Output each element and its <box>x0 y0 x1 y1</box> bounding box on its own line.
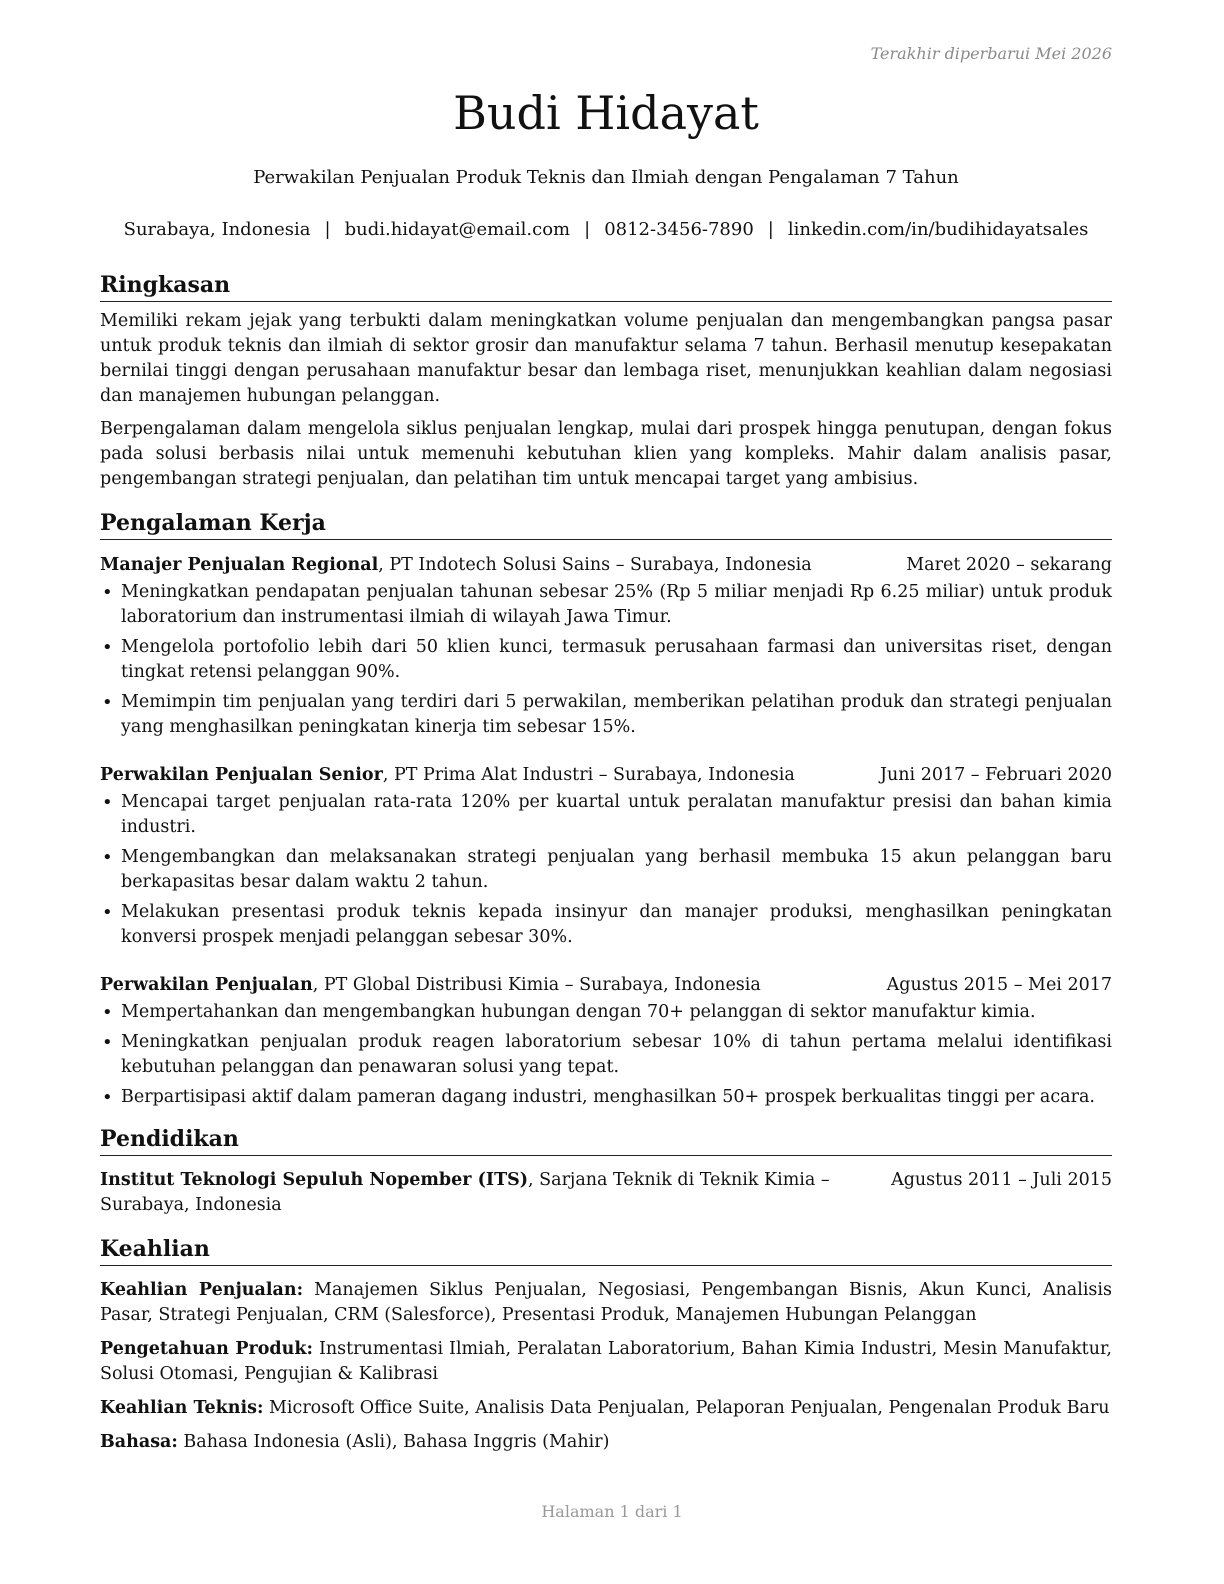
skill-value: Microsoft Office Suite, Analisis Data Penjualan, Pelaporan Penjualan, Pengenalan Produk Baru <box>263 1398 1110 1418</box>
skill-row <box>100 1430 1112 1455</box>
contact-email: budi.hidayat@email.com <box>344 219 571 240</box>
job-bullet: • Melakukan presentasi produk teknis kepada insinyur dan manajer produksi, menghasilkan peningkatan konversi prospek menjadi pelanggan sebesar 30%. <box>100 900 1112 950</box>
summary-paragraph: Berpengalaman dalam mengelola siklus penjualan lengkap, mulai dari prospek hingga penutupan, dengan fokus pada solusi berbasis nilai untuk memenuhi kebutuhan klien yang kompleks. Mahir dalam analisis pasar, pengembangan strategi penjualan, dan pelatihan tim untuk mencapai target yang ambisius. <box>100 419 1112 489</box>
job-entry <box>100 762 1112 950</box>
contact-linkedin: linkedin.com/in/budihidayatsales <box>787 219 1089 240</box>
job-bullet: • Mempertahankan dan mengembangkan hubungan dengan 70+ pelanggan di sektor manufaktur kimia. <box>100 1000 1112 1025</box>
summary-section <box>100 270 1112 492</box>
last-updated: Terakhir diperbarui Mei 2026 <box>870 44 1112 63</box>
job-bullets <box>100 790 1112 950</box>
section-title-skills: Keahlian <box>100 1234 1112 1266</box>
job-bullets <box>100 1000 1112 1110</box>
summary-paragraph: Memiliki rekam jejak yang terbukti dalam meningkatkan volume penjualan dan mengembangkan pangsa pasar untuk produk teknis dan ilmiah di sektor grosir dan manufaktur selama 7 tahun. Berhasil menutup kesepakatan bernilai tinggi dengan perusahaan manufaktur besar dan lembaga riset, menunjukkan keahlian dalam negosiasi dan manajemen hubungan pelanggan. <box>100 311 1112 406</box>
job-bullets <box>100 580 1112 740</box>
candidate-name: Budi Hidayat <box>453 86 759 140</box>
skill-label: Keahlian Penjualan: <box>100 1280 304 1300</box>
job-bullet: • Mencapai target penjualan rata-rata 120% per kuartal untuk peralatan manufaktur presisi dan bahan kimia industri. <box>100 790 1112 840</box>
job-header <box>100 762 1112 788</box>
skill-label: Pengetahuan Produk: <box>100 1339 313 1359</box>
section-title-education: Pendidikan <box>100 1124 1112 1156</box>
page-number: Halaman 1 dari 1 <box>541 1502 683 1521</box>
job-bullet: • Berpartisipasi aktif dalam pameran dagang industri, menghasilkan 50+ prospek berkualitas tinggi per acara. <box>100 1085 1112 1110</box>
contact-line <box>100 219 1112 240</box>
job-dates: Juni 2017 – Februari 2020 <box>879 765 1112 785</box>
job-header <box>100 972 1112 998</box>
skill-row <box>100 1278 1112 1328</box>
job-company: , PT Global Distribusi Kimia – Surabaya, Indonesia <box>312 975 761 995</box>
job-role: Perwakilan Penjualan <box>100 975 313 995</box>
job-bullet: • Mengelola portofolio lebih dari 50 klien kunci, termasuk perusahaan farmasi dan universitas riset, dengan tingkat retensi pelanggan 90%. <box>100 635 1112 685</box>
section-title-summary: Ringkasan <box>100 270 1112 302</box>
job-title-line <box>100 762 795 788</box>
job-bullet: • Mengembangkan dan melaksanakan strategi penjualan yang berhasil membuka 15 akun pelanggan baru berkapasitas besar dalam waktu 2 tahun. <box>100 845 1112 895</box>
contact-separator: | <box>584 219 591 240</box>
education-section <box>100 1124 1112 1218</box>
contact-location: Surabaya, Indonesia <box>123 219 311 240</box>
contact-separator: | <box>324 219 331 240</box>
job-role: Perwakilan Penjualan Senior <box>100 765 383 785</box>
education-line <box>100 1168 890 1218</box>
job-entry <box>100 972 1112 1110</box>
education-detail: , Sarjana Teknik di Teknik Kimia – Surabaya, Indonesia <box>100 1170 830 1215</box>
job-bullet: • Meningkatkan penjualan produk reagen laboratorium sebesar 10% di tahun pertama melalui identifikasi kebutuhan pelanggan dan penawaran solusi yang tepat. <box>100 1030 1112 1080</box>
job-company: , PT Indotech Solusi Sains – Surabaya, Indonesia <box>378 555 812 575</box>
job-role: Manajer Penjualan Regional <box>100 555 379 575</box>
skills-section <box>100 1234 1112 1455</box>
education-entry <box>100 1168 1112 1218</box>
job-title-line <box>100 972 761 998</box>
job-dates: Agustus 2015 – Mei 2017 <box>886 975 1112 995</box>
job-title-line <box>100 552 812 578</box>
section-title-experience: Pengalaman Kerja <box>100 508 1112 540</box>
skill-value: Instrumentasi Ilmiah, Peralatan Laboratorium, Bahan Kimia Industri, Mesin Manufaktur, Solusi Otomasi, Pengujian & Kalibrasi <box>100 1339 1112 1384</box>
resume-content <box>100 270 1112 1464</box>
job-dates: Maret 2020 – sekarang <box>906 555 1112 575</box>
contact-separator: | <box>767 219 774 240</box>
skill-row <box>100 1337 1112 1387</box>
job-header <box>100 552 1112 578</box>
skill-value: Manajemen Siklus Penjualan, Negosiasi, Pengembangan Bisnis, Akun Kunci, Analisis Pasar, Strategi Penjualan, CRM (Salesforce), Presentasi Produk, Manajemen Hubungan Pelanggan <box>100 1280 1112 1325</box>
job-entry <box>100 552 1112 740</box>
skill-row <box>100 1396 1112 1421</box>
tagline: Perwakilan Penjualan Produk Teknis dan Ilmiah dengan Pengalaman 7 Tahun <box>253 167 959 188</box>
contact-phone: 0812-3456-7890 <box>604 219 754 240</box>
skill-label: Bahasa: <box>100 1432 178 1452</box>
job-bullet: • Memimpin tim penjualan yang terdiri dari 5 perwakilan, memberikan pelatihan produk dan strategi penjualan yang menghasilkan peningkatan kinerja tim sebesar 15%. <box>100 690 1112 740</box>
education-dates: Agustus 2011 – Juli 2015 <box>891 1170 1112 1190</box>
skill-label: Keahlian Teknis: <box>100 1398 264 1418</box>
experience-section <box>100 508 1112 1110</box>
job-bullet: • Meningkatkan pendapatan penjualan tahunan sebesar 25% (Rp 5 miliar menjadi Rp 6.25 miliar) untuk produk laboratorium dan instrumentasi ilmiah di wilayah Jawa Timur. <box>100 580 1112 630</box>
education-institution: Institut Teknologi Sepuluh Nopember (ITS) <box>100 1170 529 1190</box>
job-company: , PT Prima Alat Industri – Surabaya, Indonesia <box>382 765 795 785</box>
skill-value: Bahasa Indonesia (Asli), Bahasa Inggris (Mahir) <box>177 1432 610 1452</box>
